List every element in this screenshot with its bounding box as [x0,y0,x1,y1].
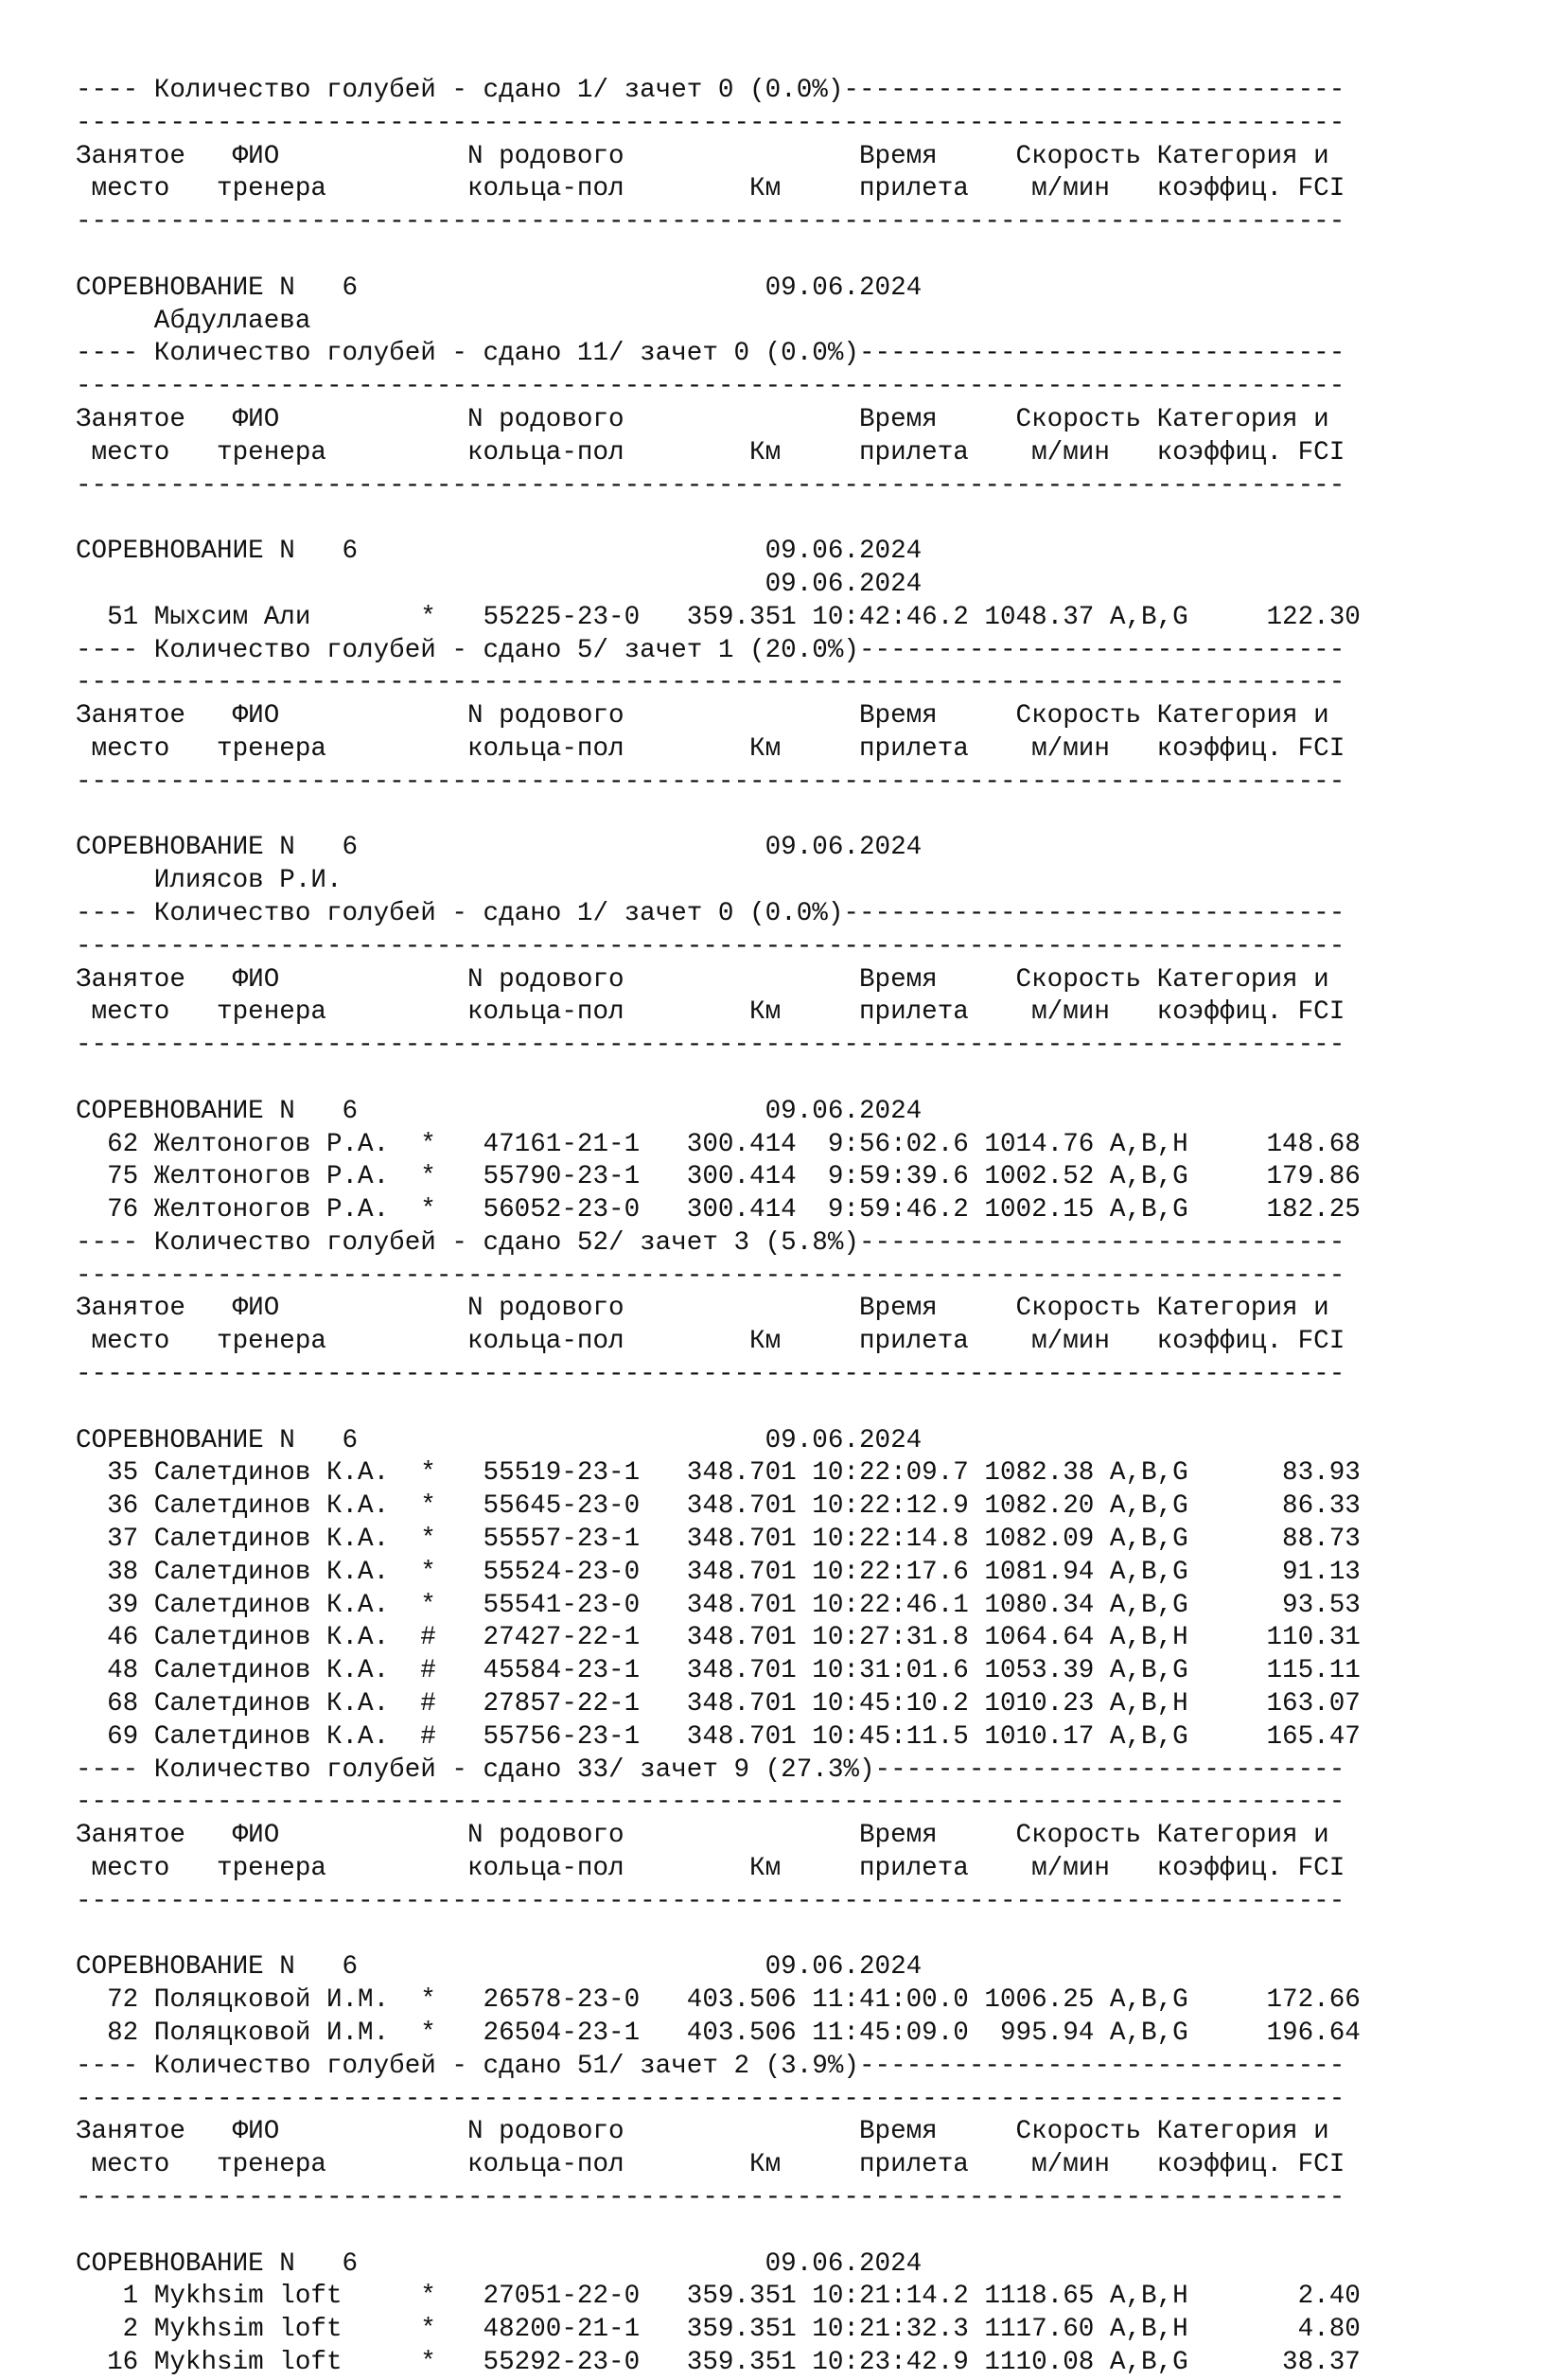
report-line: 48 Салетдинов К.А. # 45584-23-1 348.701 10:31:01.6 1053.39 A,B,G 115.11 [76,1656,1361,1686]
report-line: СОРЕВНОВАНИЕ N 6 09.06.2024 [76,1952,923,1983]
report-line: --------------------------------------------------------------------------------- [76,668,1345,698]
report-line: Занятое ФИО N родового Время Скорость Категория и [76,701,1329,732]
report-line: Занятое ФИО N родового Время Скорость Категория и [76,964,1329,995]
report-line: место тренера кольца-пол Км прилета м/мин коэффиц. FCI [76,1854,1345,1884]
report-line: ---- Количество голубей - сдано 33/ зачет 9 (27.3%)------------------------------ [76,1754,1345,1785]
report-line: 69 Салетдинов К.А. # 55756-23-1 348.701 10:45:11.5 1010.17 A,B,G 165.47 [76,1721,1361,1752]
report-line: 62 Желтоногов Р.А. * 47161-21-1 300.414 9:56:02.6 1014.76 A,B,H 148.68 [76,1129,1361,1159]
report-line [76,239,1361,273]
report-line [76,800,1361,833]
report-line: 35 Салетдинов К.А. * 55519-23-1 348.701 10:22:09.7 1082.38 A,B,G 83.93 [76,1458,1361,1489]
report-line: место тренера кольца-пол Км прилета м/мин коэффиц. FCI [76,997,1345,1028]
report-line: СОРЕВНОВАНИЕ N 6 09.06.2024 [76,833,923,863]
report-line: Занятое ФИО N родового Время Скорость Категория и [76,2117,1329,2147]
report-line: 2 Mykhsim loft * 48200-21-1 359.351 10:21:32.3 1117.60 A,B,H 4.80 [76,2315,1361,2345]
report-line: --------------------------------------------------------------------------------- [76,108,1345,138]
race-results-report [76,75,1361,2380]
report-line: --------------------------------------------------------------------------------- [76,1031,1345,1061]
report-line: Занятое ФИО N родового Время Скорость Категория и [76,1294,1329,1324]
report-line: --------------------------------------------------------------------------------- [76,2183,1345,2213]
report-line [76,2215,1361,2248]
report-line: место тренера кольца-пол Км прилета м/мин коэффиц. FCI [76,2150,1345,2180]
report-line: 16 Mykhsim loft * 55292-23-0 359.351 10:23:42.9 1110.08 A,B,G 38.37 [76,2347,1361,2377]
report-line: --------------------------------------------------------------------------------- [76,207,1345,238]
report-line: --------------------------------------------------------------------------------- [76,1261,1345,1291]
report-line: место тренера кольца-пол Км прилета м/мин коэффиц. FCI [76,437,1345,467]
report-line: --------------------------------------------------------------------------------- [76,2084,1345,2114]
report-line: ---- Количество голубей - сдано 5/ зачет 1 (20.0%)------------------------------- [76,635,1345,665]
report-line: 46 Салетдинов К.А. # 27427-22-1 348.701 10:27:31.8 1064.64 A,B,H 110.31 [76,1623,1361,1653]
report-line: 76 Желтоногов Р.А. * 56052-23-0 300.414 9:59:46.2 1002.15 A,B,G 182.25 [76,1195,1361,1225]
report-line: 38 Салетдинов К.А. * 55524-23-0 348.701 10:22:17.6 1081.94 A,B,G 91.13 [76,1557,1361,1587]
report-line: ---- Количество голубей - сдано 1/ зачет 0 (0.0%)-------------------------------- [76,76,1345,105]
report-line: ---- Количество голубей - сдано 52/ зачет 3 (5.8%)------------------------------- [76,1227,1345,1258]
report-line: 72 Поляцковой И.М. * 26578-23-0 403.506 11:41:00.0 1006.25 A,B,G 172.66 [76,1985,1361,2016]
report-line: --------------------------------------------------------------------------------- [76,372,1345,402]
report-line: место тренера кольца-пол Км прилета м/мин коэффиц. FCI [76,174,1345,204]
report-line [76,1063,1361,1096]
report-line: --------------------------------------------------------------------------------- [76,1360,1345,1390]
report-line: СОРЕВНОВАНИЕ N 6 09.06.2024 [76,1096,923,1126]
report-line [76,502,1361,536]
report-line: 09.06.2024 [76,569,923,599]
report-line: 39 Салетдинов К.А. * 55541-23-0 348.701 10:22:46.1 1080.34 A,B,G 93.53 [76,1590,1361,1620]
report-line: 82 Поляцковой И.М. * 26504-23-1 403.506 11:45:09.0 995.94 A,B,G 196.64 [76,2019,1361,2049]
report-line: место тренера кольца-пол Км прилета м/мин коэффиц. FCI [76,1327,1345,1357]
report-line: 36 Салетдинов К.А. * 55645-23-0 348.701 10:22:12.9 1082.20 A,B,G 86.33 [76,1491,1361,1522]
report-line: --------------------------------------------------------------------------------- [76,1886,1345,1916]
report-line: Абдуллаева [76,306,311,336]
report-line [76,1392,1361,1425]
report-line: СОРЕВНОВАНИЕ N 6 09.06.2024 [76,537,923,567]
report-line: место тренера кольца-пол Км прилета м/мин коэффиц. FCI [76,733,1345,764]
report-line: 1 Mykhsim loft * 27051-22-0 359.351 10:21:14.2 1118.65 A,B,H 2.40 [76,2282,1361,2312]
report-line: --------------------------------------------------------------------------------- [76,767,1345,797]
report-line: --------------------------------------------------------------------------------- [76,1788,1345,1818]
report-line: 75 Желтоногов Р.А. * 55790-23-1 300.414 9:59:39.6 1002.52 A,B,G 179.86 [76,1162,1361,1192]
report-line: ---- Количество голубей - сдано 1/ зачет 0 (0.0%)-------------------------------- [76,898,1345,928]
report-line: ---- Количество голубей - сдано 51/ зачет 2 (3.9%)------------------------------- [76,2051,1345,2081]
report-line: СОРЕВНОВАНИЕ N 6 09.06.2024 [76,2248,923,2279]
report-line: Илиясов Р.И. [76,866,343,896]
report-line: --------------------------------------------------------------------------------- [76,931,1345,961]
report-line: Занятое ФИО N родового Время Скорость Категория и [76,141,1329,171]
report-line: ---- Количество голубей - сдано 11/ зачет 0 (0.0%)------------------------------- [76,339,1345,369]
report-line: 68 Салетдинов К.А. # 27857-22-1 348.701 10:45:10.2 1010.23 A,B,H 163.07 [76,1689,1361,1719]
report-line: --------------------------------------------------------------------------------- [76,470,1345,501]
report-line: Занятое ФИО N родового Время Скорость Категория и [76,1821,1329,1851]
report-line: 37 Салетдинов К.А. * 55557-23-1 348.701 10:22:14.8 1082.09 A,B,G 88.73 [76,1525,1361,1555]
report-line: 51 Мыхсим Али * 55225-23-0 359.351 10:42:46.2 1048.37 A,B,G 122.30 [76,602,1361,632]
report-line [76,1919,1361,1952]
report-line: Занятое ФИО N родового Время Скорость Категория и [76,404,1329,434]
report-line: СОРЕВНОВАНИЕ N 6 09.06.2024 [76,273,923,303]
report-line: СОРЕВНОВАНИЕ N 6 09.06.2024 [76,1425,923,1455]
